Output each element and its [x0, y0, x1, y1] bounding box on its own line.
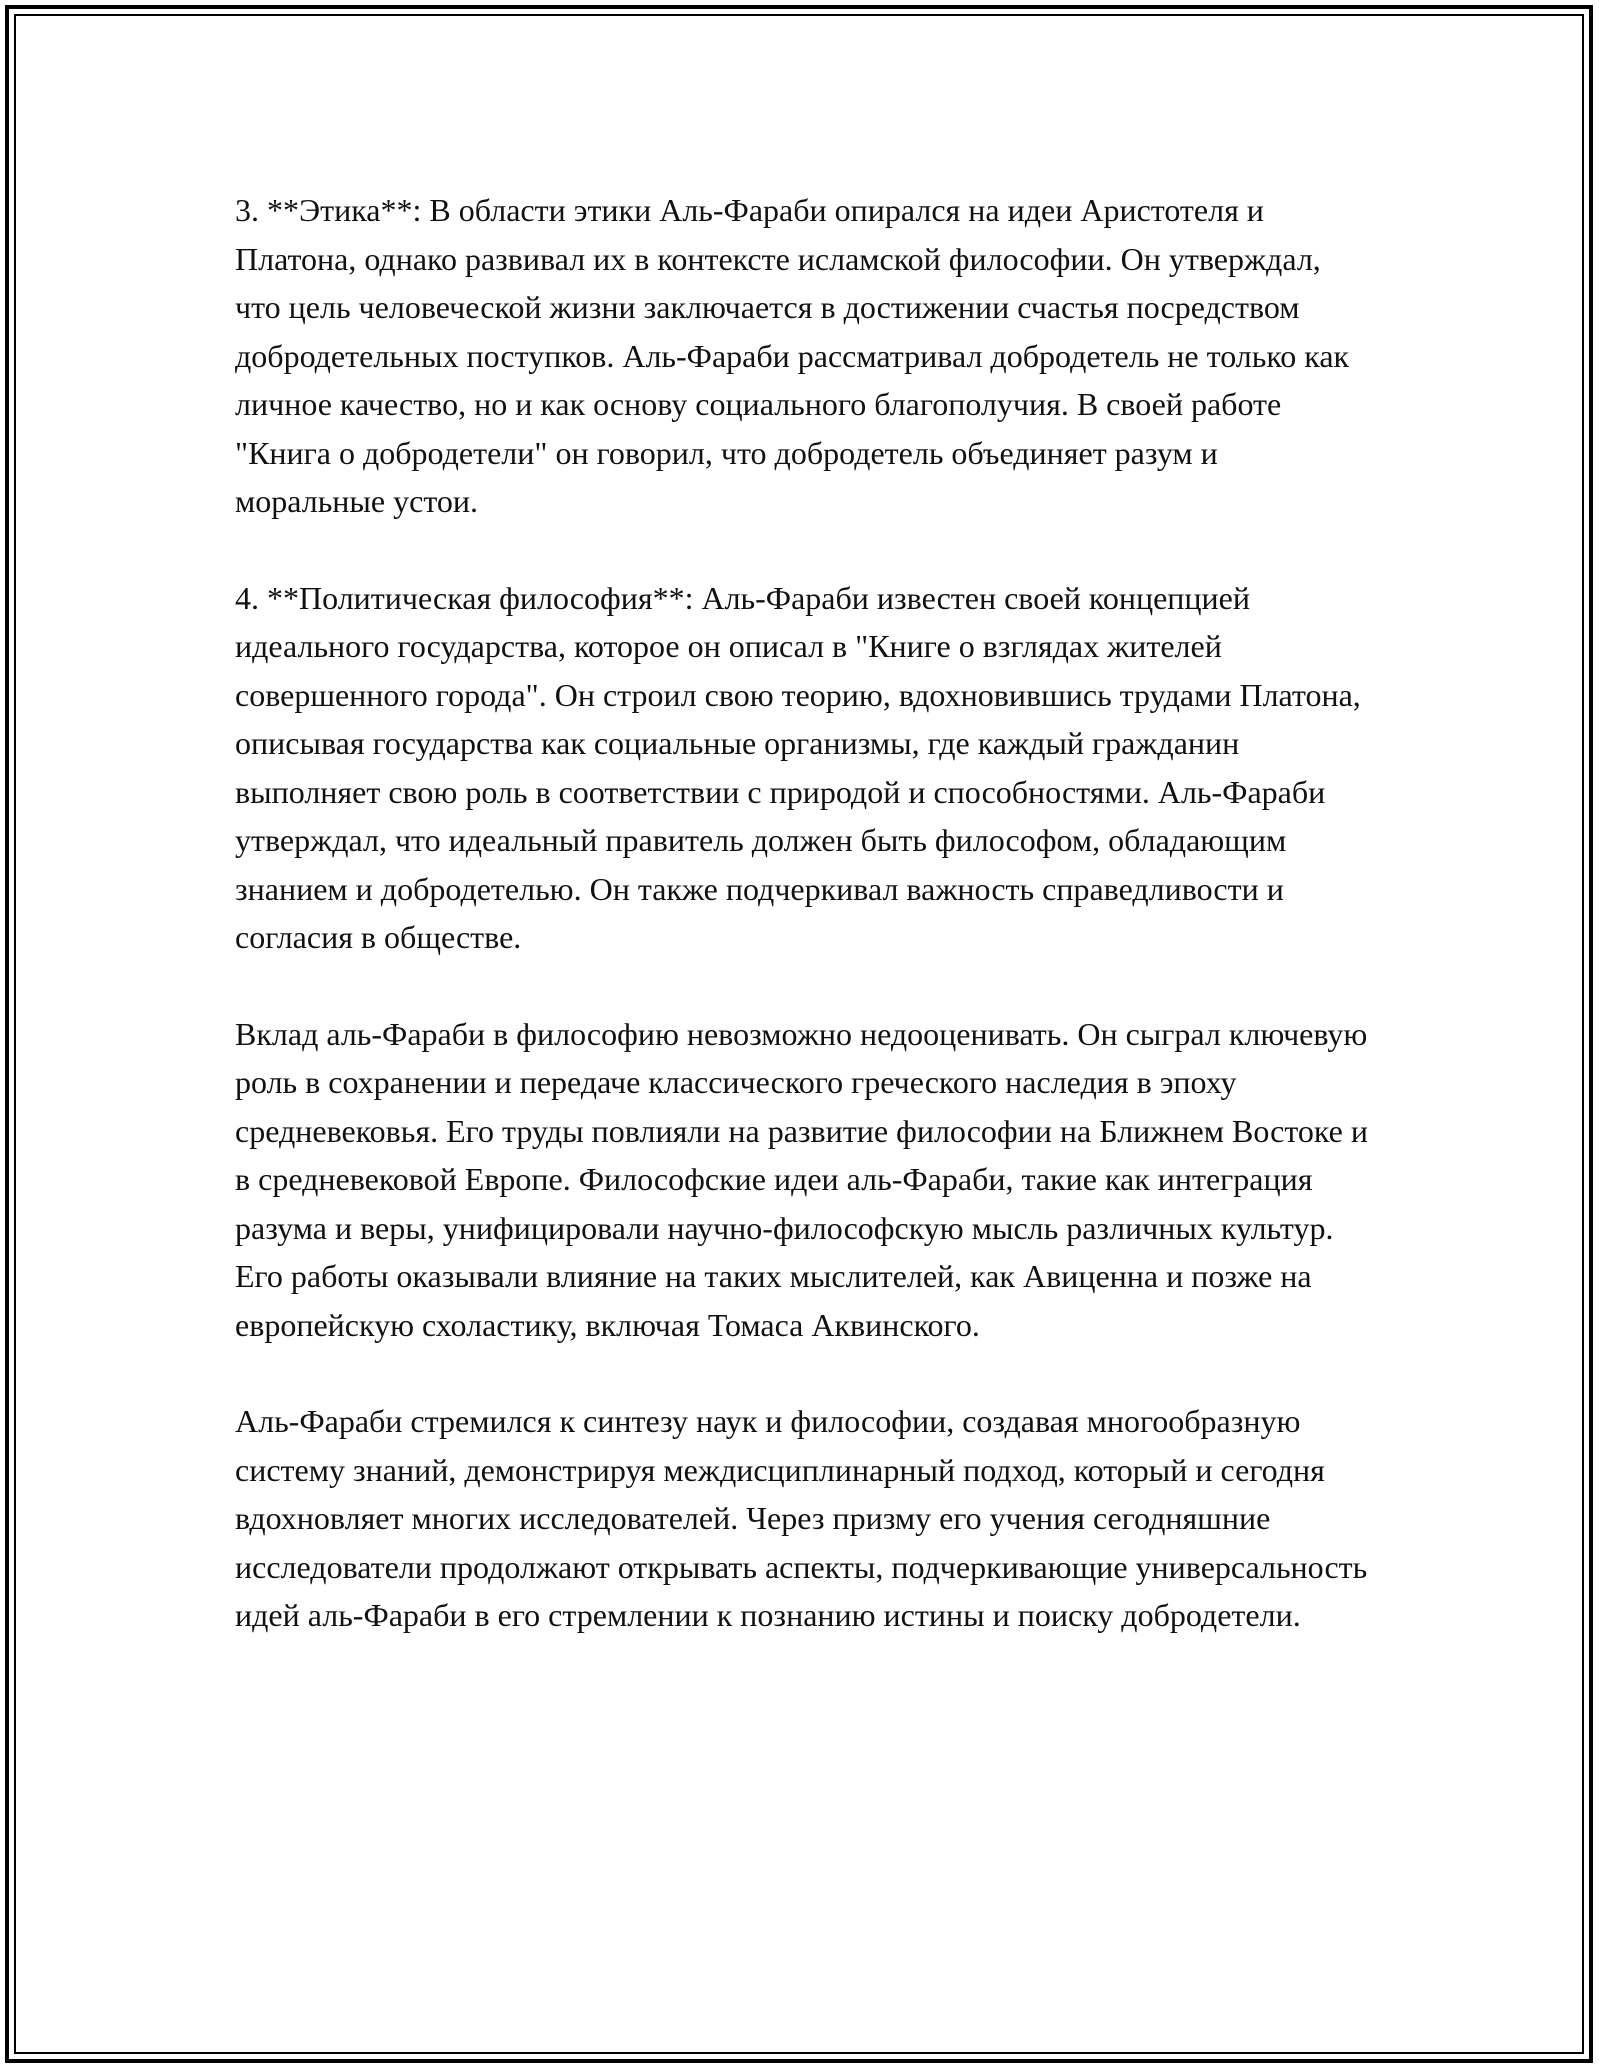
paragraph-contribution: Вклад аль-Фараби в философию невозможно недооценивать. Он сыграл ключевую роль в сохранении и передаче классического греческого наследия в эпоху средневековья. Его труды повлияли на развитие философии на Ближнем Востоке и в средневековой Европе. Философские идеи аль-Фараби, такие как интеграция разума и веры, унифицировали научно-философскую мысль различных культур. Его работы оказывали влияние на таких мыслителей, как Авиценна и позже на европейскую схоластику, включая Томаса Аквинского. [235, 1015, 1368, 1343]
paragraph-ethics: 3. **Этика**: В области этики Аль-Фараби опирался на идеи Аристотеля и Платона, однако развивал их в контексте исламской философии. Он утверждал, что цель человеческой жизни заключается в достижении счастья посредством добродетельных поступков. Аль-Фараби рассматривал добродетель не только как личное качество, но и как основу социального благополучия. В своей работе "Книга о добродетели" он говорил, что добродетель объединяет разум и моральные устои. [235, 192, 1350, 519]
document-body [235, 186, 1370, 1688]
paragraph-political-philosophy: 4. **Политическая философия**: Аль-Фараби известен своей концепцией идеального государства, которое он описал в "Книге о взглядах жителей совершенного города". Он строил свою теорию, вдохновившись трудами Платона, описывая государства как социальные организмы, где каждый гражданин выполняет свою роль в соответствии с природой и способностями. Аль-Фараби утверждал, что идеальный правитель должен быть философом, обладающим знанием и добродетелью. Он также подчеркивал важность справедливости и согласия в обществе. [235, 579, 1361, 955]
paragraph-synthesis: Аль-Фараби стремился к синтезу наук и философии, создавая многообразную систему знаний, демонстрируя междисциплинарный подход, который и сегодня вдохновляет многих исследователей. Через призму его учения сегодняшние исследователи продолжают открывать аспекты, подчеркивающие универсальность идей аль-Фараби в его стремлении к познанию истины и поиску добродетели. [235, 1403, 1368, 1633]
